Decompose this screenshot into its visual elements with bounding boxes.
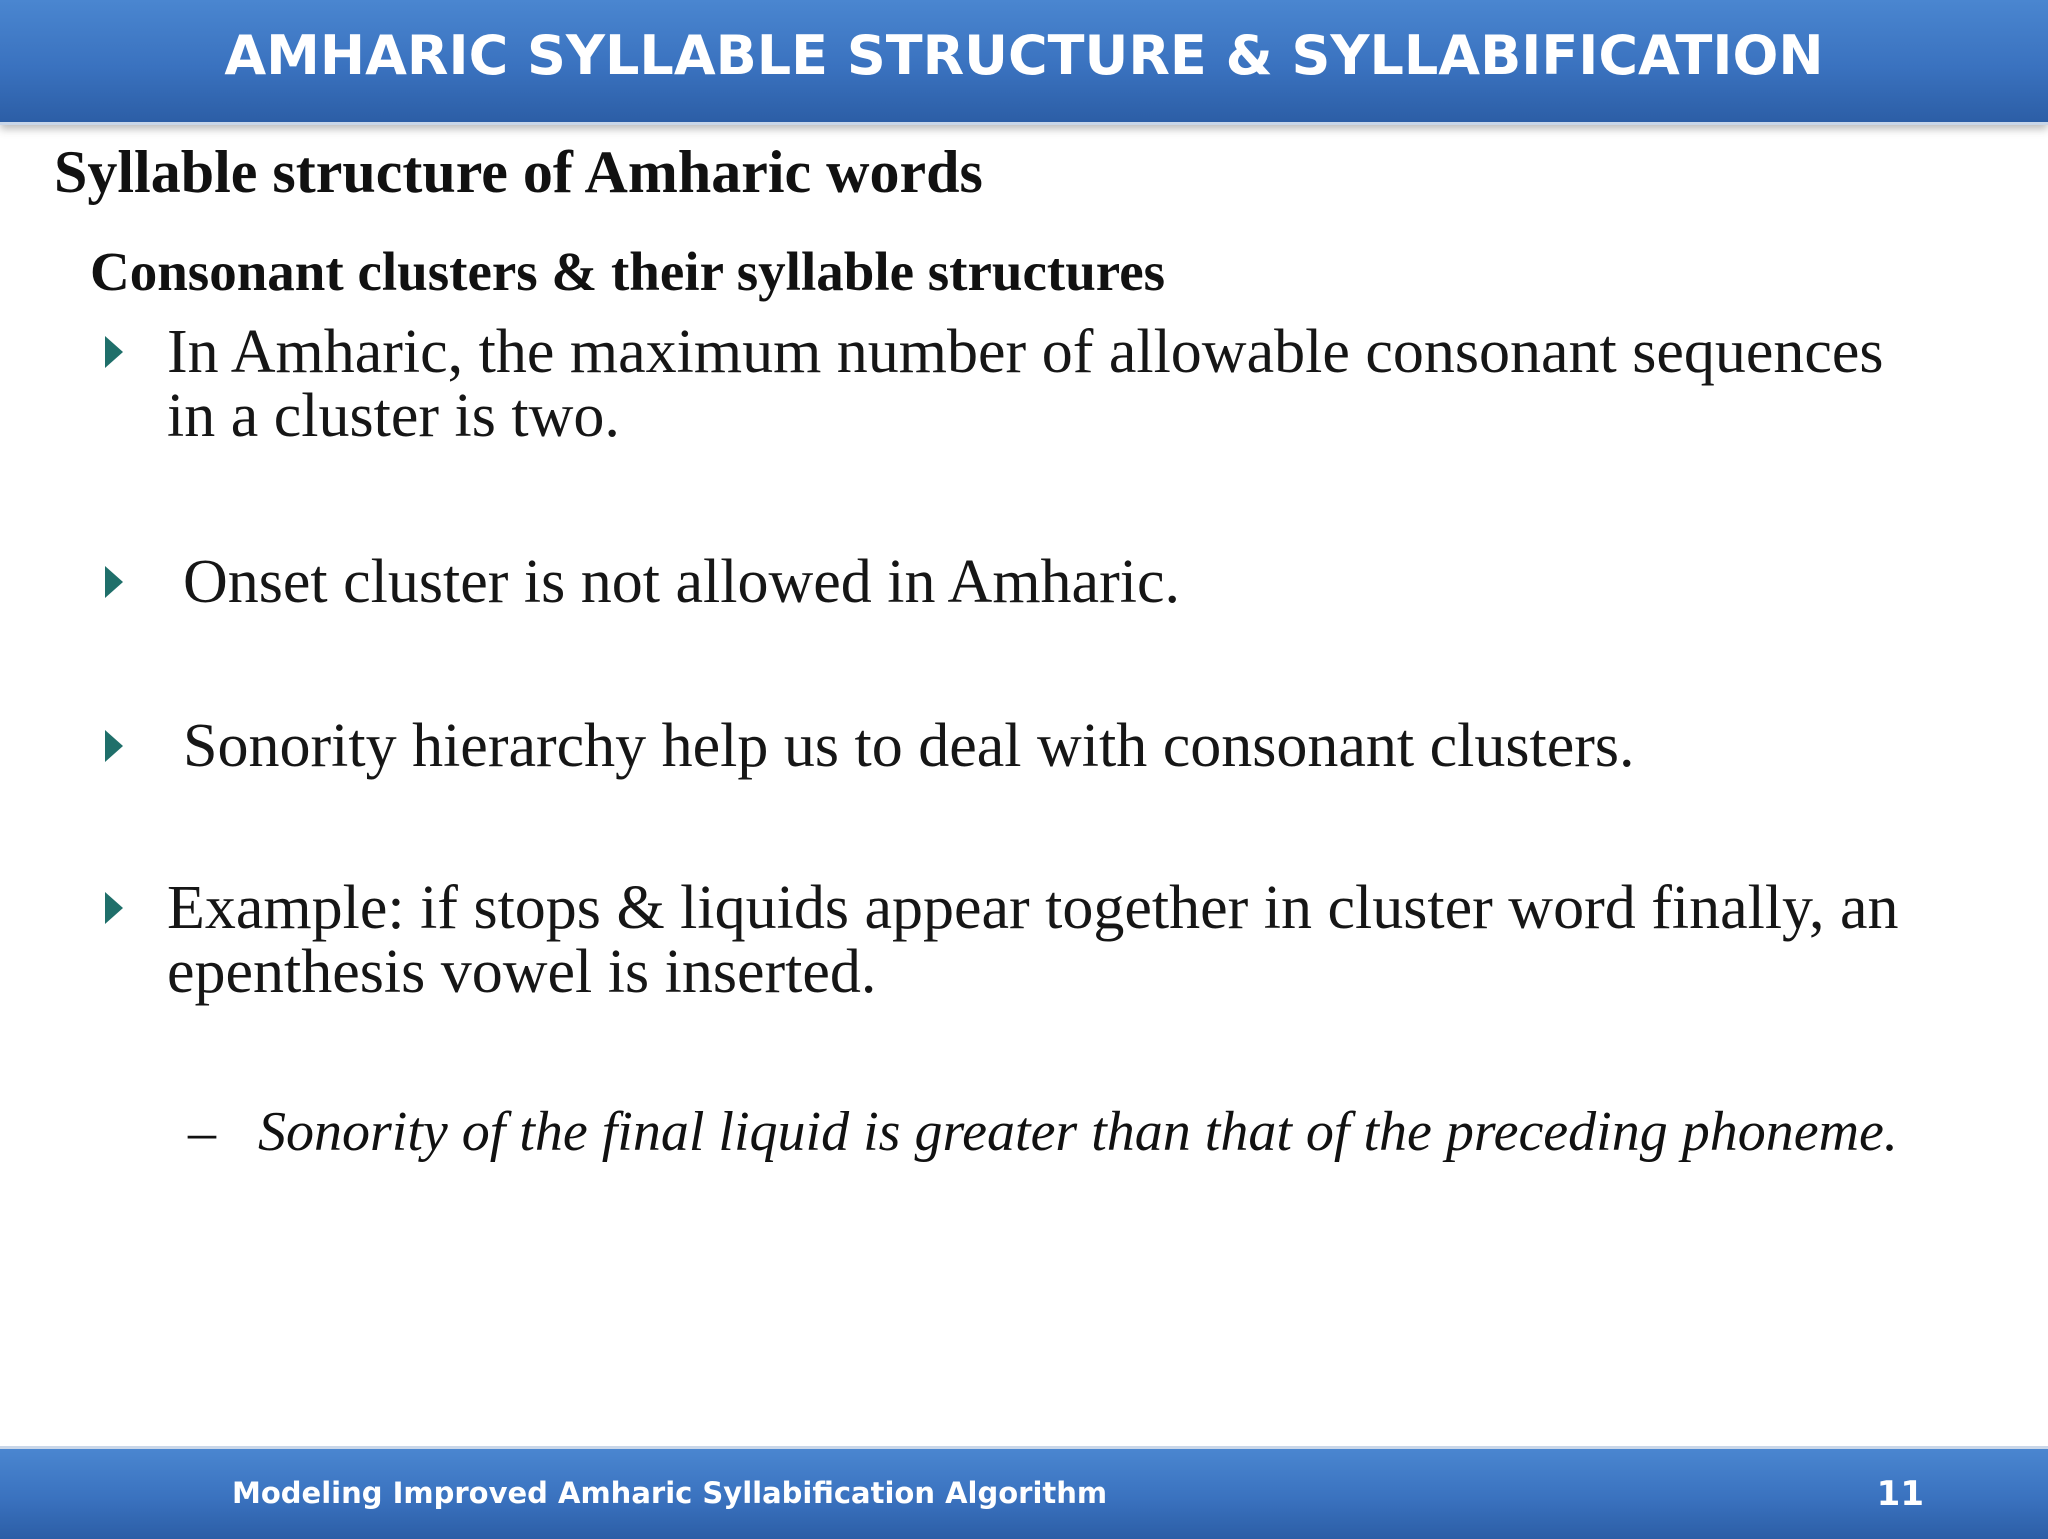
footer-title: Modeling Improved Amharic Syllabification Algorithm — [232, 1476, 1108, 1510]
triangle-right-icon — [105, 336, 123, 368]
page-number: 11 — [1876, 1474, 1924, 1514]
bullet-text: In Amharic, the maximum number of allowable consonant sequences in a cluster is two. — [167, 318, 1884, 450]
sub-bullet-text: Sonority of the final liquid is greater than that of the preceding phoneme. — [258, 1101, 1898, 1163]
sub-heading: Consonant clusters & their syllable structures — [90, 241, 1166, 302]
bullet-text: Onset cluster is not allowed in Amharic. — [183, 548, 1180, 616]
bullet-text: Sonority hierarchy help us to deal with consonant clusters. — [183, 712, 1635, 780]
triangle-right-icon — [105, 892, 123, 924]
triangle-right-icon — [105, 730, 123, 762]
sub-bullet-item — [188, 1100, 1898, 1164]
section-heading: Syllable structure of Amharic words — [54, 139, 983, 205]
slide-title: AMHARIC SYLLABLE STRUCTURE & SYLLABIFICATION — [224, 24, 1824, 87]
dash-marker: – — [188, 1101, 216, 1163]
bullet-text: Example: if stops & liquids appear together in cluster word finally, an epenthesis vowel is inserted. — [167, 874, 1899, 1006]
triangle-right-icon — [105, 566, 123, 598]
